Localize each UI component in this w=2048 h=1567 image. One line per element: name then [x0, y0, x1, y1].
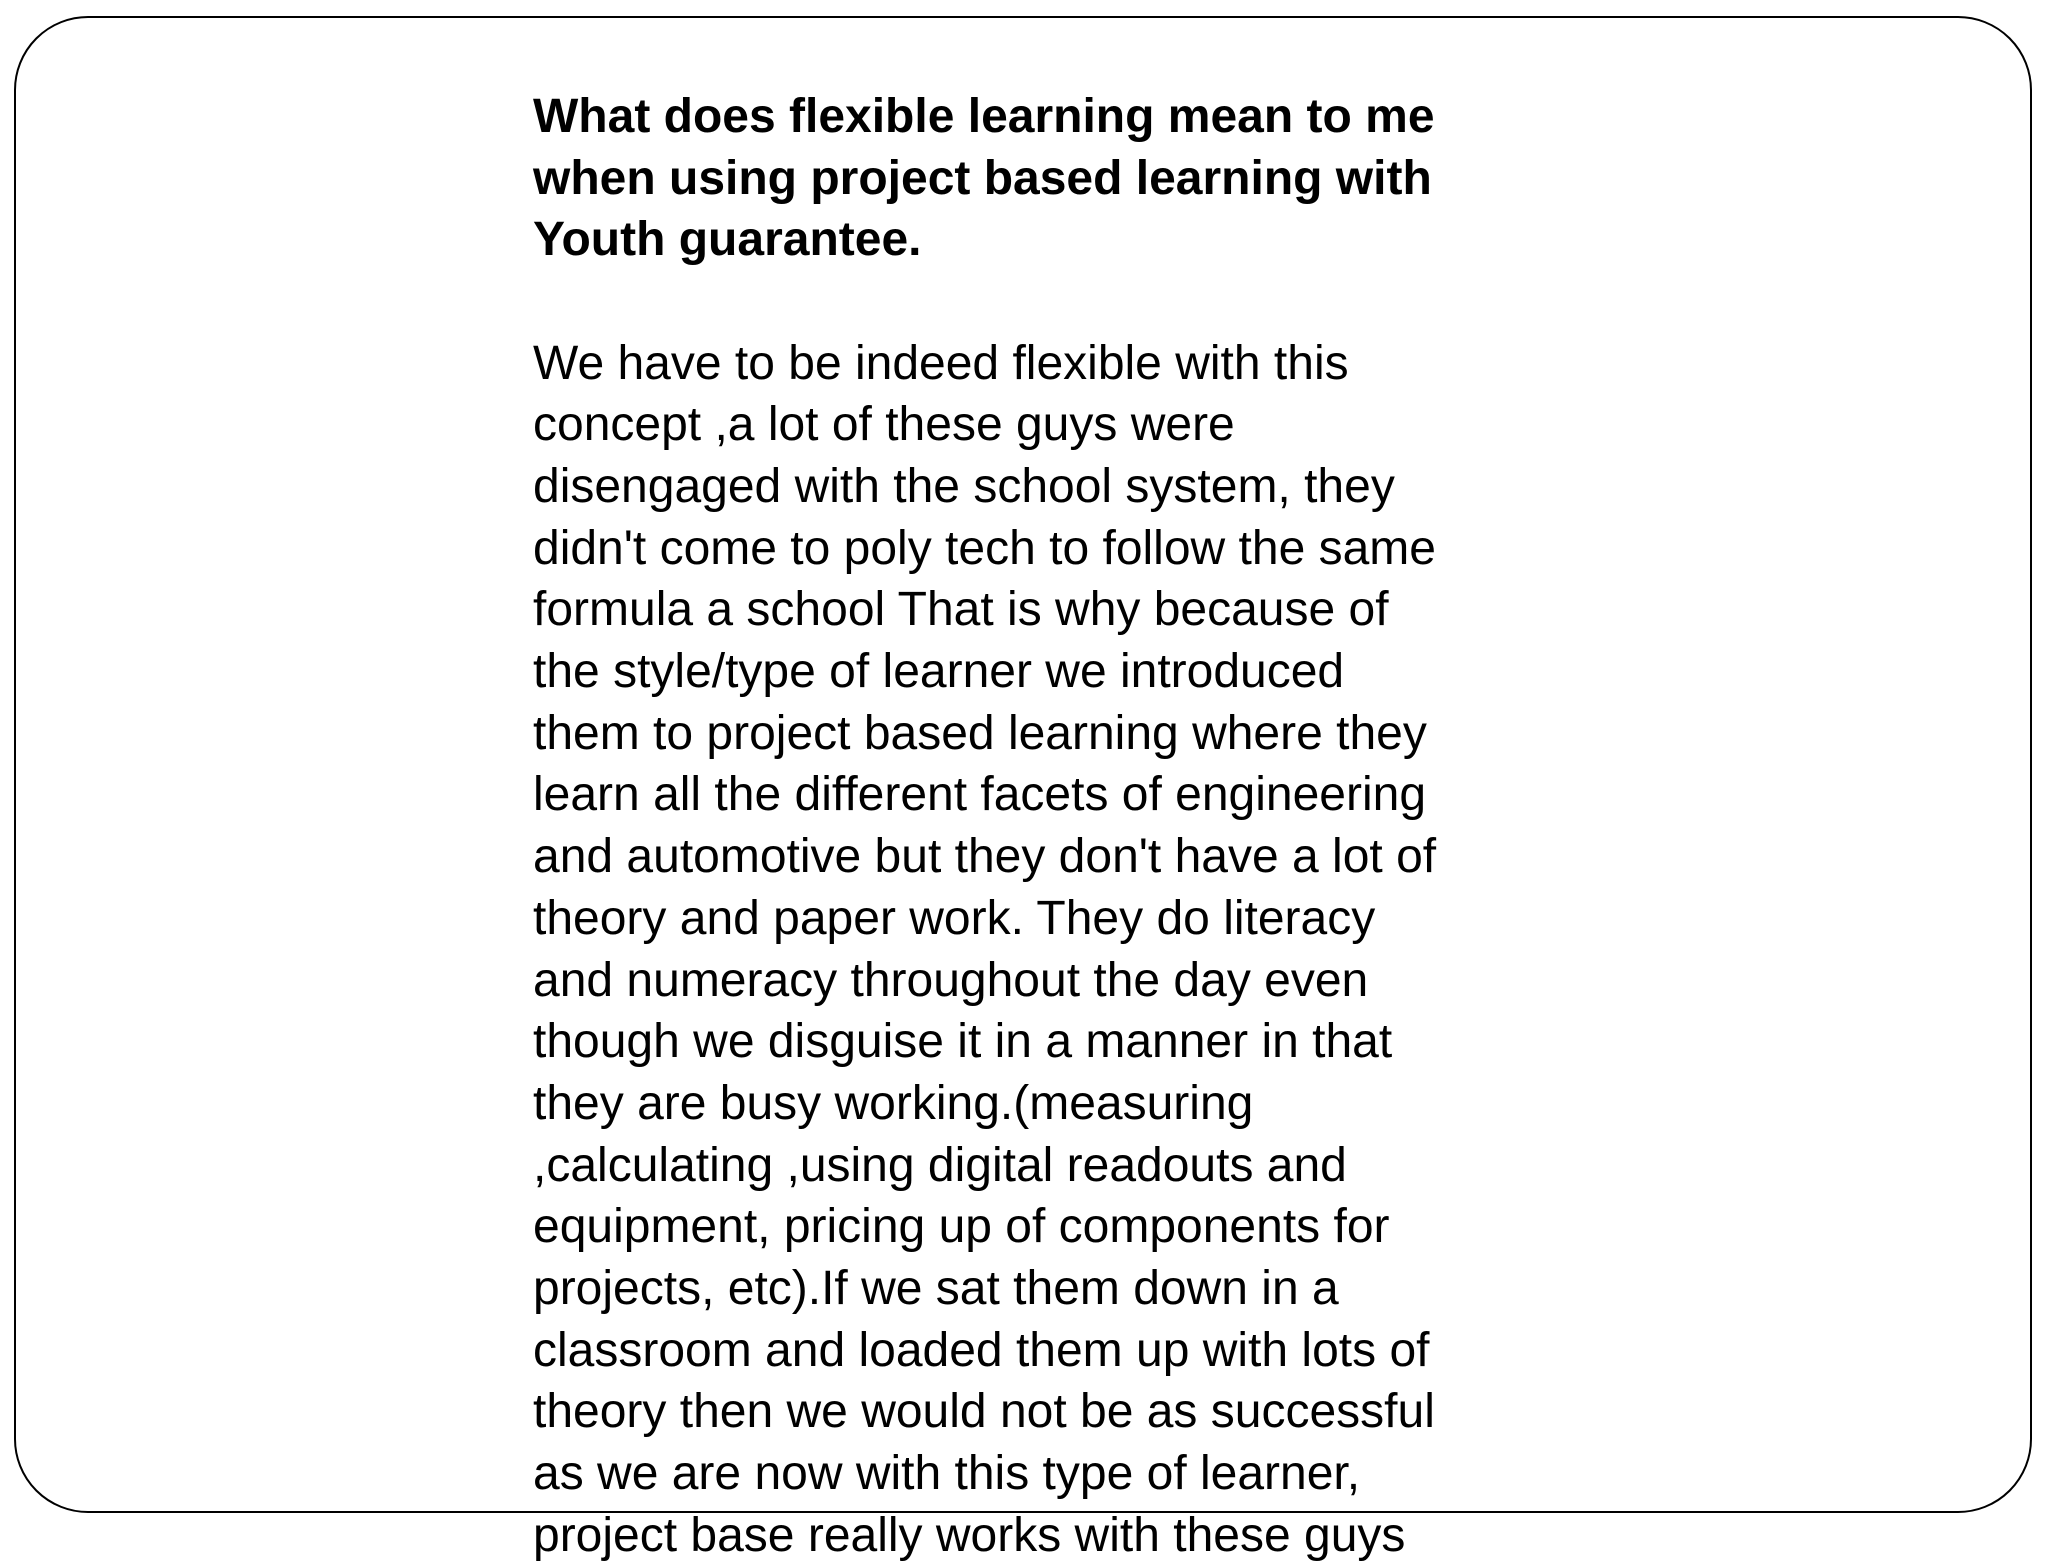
- text-line: We have to be indeed flexible with this: [533, 336, 1349, 390]
- slide-body-text: [533, 333, 1513, 1567]
- text-line: theory then we would not be as successful: [533, 1385, 1435, 1439]
- text-line: theory and paper work. They do literacy: [533, 891, 1376, 945]
- text-line: and numeracy throughout the day even: [533, 953, 1369, 1007]
- text-line: when using project based learning with: [533, 151, 1432, 205]
- text-line: and automotive but they don't have a lot of: [533, 830, 1437, 884]
- text-line: projects, etc).If we sat them down in a: [533, 1262, 1339, 1316]
- text-line: classroom and loaded them up with lots of: [533, 1323, 1430, 1377]
- slide-heading: [533, 86, 1513, 271]
- text-line: they are busy working.(measuring: [533, 1076, 1254, 1130]
- slide-text-area: [533, 86, 1513, 1567]
- text-line: Youth guarantee.: [533, 213, 922, 266]
- text-line: ,calculating ,using digital readouts and: [533, 1138, 1347, 1192]
- text-line: learn all the different facets of engineering: [533, 768, 1427, 822]
- text-line: project base really works with these guys: [533, 1508, 1406, 1562]
- text-line: didn't come to poly tech to follow the same: [533, 521, 1436, 575]
- text-line: though we disguise it in a manner in that: [533, 1015, 1393, 1069]
- text-line: the style/type of learner we introduced: [533, 645, 1345, 699]
- text-line: as we are now with this type of learner,: [533, 1447, 1361, 1501]
- text-line: concept ,a lot of these guys were: [533, 398, 1235, 452]
- text-line: What does flexible learning mean to me: [533, 90, 1435, 143]
- text-line: equipment, pricing up of components for: [533, 1200, 1390, 1254]
- text-line: formula a school That is why because of: [533, 583, 1389, 637]
- text-line: them to project based learning where they: [533, 706, 1427, 760]
- text-line: disengaged with the school system, they: [533, 459, 1395, 513]
